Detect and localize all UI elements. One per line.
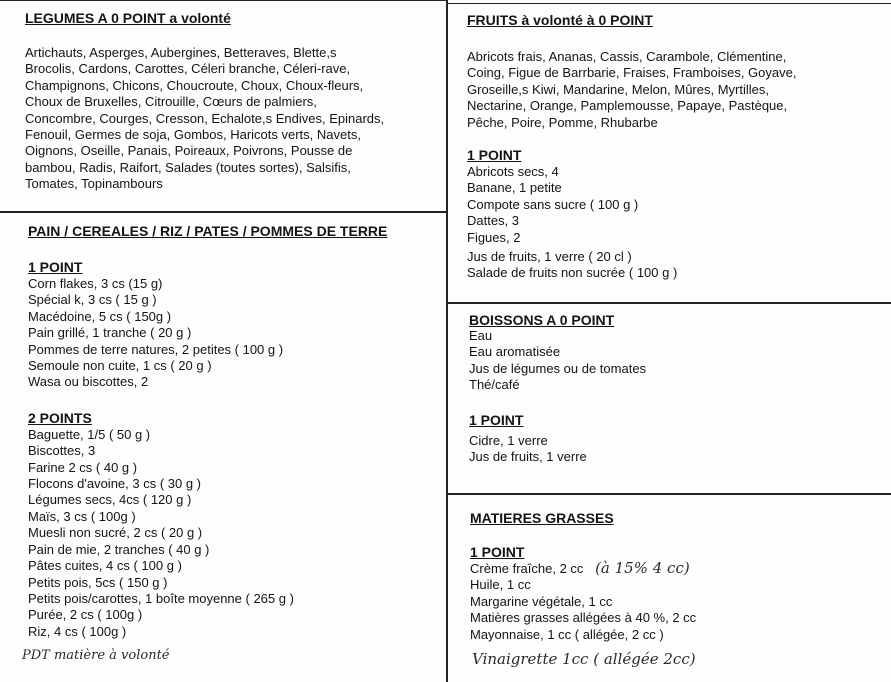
fruits-list: Abricots frais, Ananas, Cassis, Carambole, Clémentine, Coing, Figue de Barrbarie, Fraises, Framboises, Goyave, Groseille,s Kiwi, Mandarine, Melon, Mûres, Myrtilles, Nectarine, Orange, Pamplemousse, Papaye, Pastèque, Pêche, Poire, Pomme, Rhubarbe: [467, 49, 797, 130]
pain-title: PAIN / CEREALES / RIZ / PATES / POMMES DE TERRE: [28, 223, 388, 239]
right-top-border: [448, 3, 891, 4]
pain-handwritten-note: PDT matière à volonté: [22, 648, 170, 663]
pain-one-point-label: 1 POINT: [28, 259, 83, 275]
matieres-handwritten-note: Vinaigrette 1cc ( allégée 2cc): [472, 650, 696, 668]
fruits-one-point-list-b: Jus de fruits, 1 verre ( 20 cl ) Salade de fruits non sucrée ( 100 g ): [467, 249, 678, 281]
boissons-one-point-label: 1 POINT: [469, 411, 524, 428]
matieres-section: [470, 510, 885, 643]
pain-section: [28, 223, 443, 640]
fruits-section: [467, 12, 887, 282]
pain-two-points-label: 2 POINTS: [28, 409, 92, 426]
pain-two-points-list: Baguette, 1/5 ( 50 g ) Biscottes, 3 Farine 2 cs ( 40 g ) Flocons d'avoine, 3 cs ( 30 g ) Légumes secs, 4cs ( 120 g ) Maïs, 3 cs ( 100g ) Muesli non sucré, 2 cs ( 20 g ) Pain de mie, 2 tranches ( 40 g ) Pâtes cuites, 4 cs ( 100 g ) Petits pois, 5cs ( 150 g ) Petits pois/carottes, 1 boîte moyenne ( 265 g ) Purée, 2 cs ( 100g ) Riz, 4 cs ( 100g ): [28, 426, 294, 639]
boissons-list: Eau Eau aromatisée Jus de légumes ou de tomates Thé/café: [469, 328, 647, 393]
matieres-one-point-label: 1 POINT: [470, 544, 525, 560]
matieres-title: MATIERES GRASSES: [470, 510, 614, 526]
legumes-list: Artichauts, Asperges, Aubergines, Betteraves, Blette,s Brocolis, Cardons, Carottes, Céleri branche, Céleri-rave, Champignons, Chicons, Choucroute, Choux, Choux-fleurs, Choux de Bruxelles, Citrouille, Cœurs de palmiers, Concombre, Courges, Cresson, Echalote,s Endives, Epinards, Fenouil, Germes de soja, Gombos, Haricots verts, Navets, Oignons, Oseille, Panais, Poireaux, Poivrons, Pousse de bambou, Radis, Raifort, Salades (toutes sortes), Salsifis, Tomates, Topinambours: [25, 45, 385, 192]
legumes-section: [25, 10, 445, 193]
matieres-first-item: Crème fraîche, 2 cc: [470, 561, 584, 576]
matieres-first-item-note: (à 15% 4 cc): [595, 559, 690, 577]
fruits-one-point-list: Abricots secs, 4 Banane, 1 petite Compote sans sucre ( 100 g ) Dattes, 3 Figues, 2: [467, 164, 639, 245]
boissons-one-point-list: Cidre, 1 verre Jus de fruits, 1 verre: [469, 432, 587, 465]
boissons-title: BOISSONS A 0 POINT: [469, 312, 615, 328]
left-divider: [0, 211, 446, 213]
right-divider-2: [448, 493, 891, 495]
boissons-section: [469, 312, 884, 465]
right-divider-1: [448, 302, 891, 304]
matieres-first-row: [470, 560, 885, 577]
matieres-list: Huile, 1 cc Margarine végétale, 1 cc Matières grasses allégées à 40 %, 2 cc Mayonnaise, 1 cc ( allégée, 2 cc ): [470, 577, 697, 642]
fruits-title: FRUITS à volonté à 0 POINT: [467, 12, 653, 28]
pain-one-point-list: Corn flakes, 3 cs (15 g) Spécial k, 3 cs ( 15 g ) Macédoine, 5 cs ( 150g ) Pain grillé, 1 tranche ( 20 g ) Pommes de terre natures, 2 petites ( 100 g ) Semoule non cuite, 1 cs ( 20 g ) Wasa ou biscottes, 2: [28, 276, 284, 390]
left-top-border: [0, 0, 446, 1]
vertical-divider: [446, 0, 448, 682]
fruits-one-point-label: 1 POINT: [467, 147, 522, 164]
legumes-title: LEGUMES A 0 POINT a volonté: [25, 10, 231, 26]
